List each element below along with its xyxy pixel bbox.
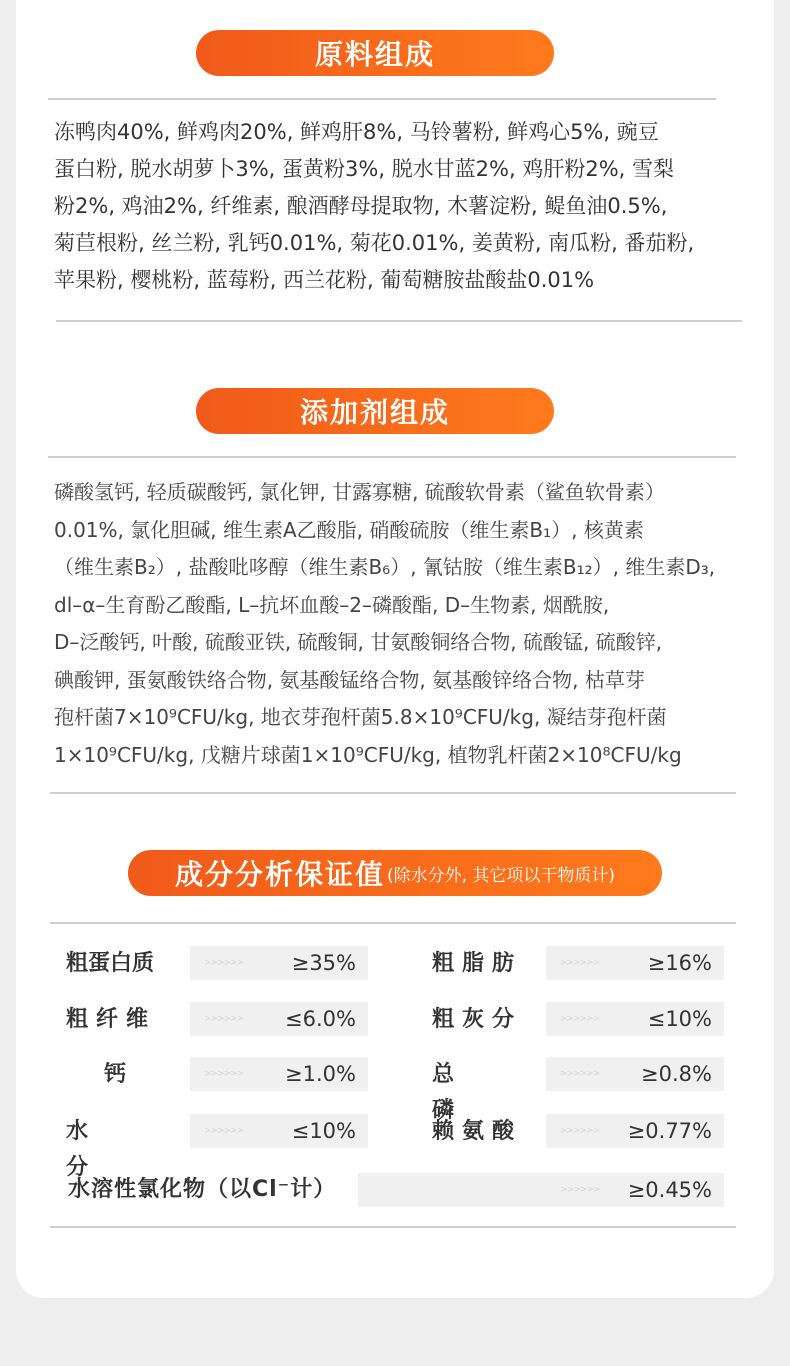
arrows-icon: >>>>>>	[204, 1014, 244, 1024]
text-line: 0.01%, 氯化胆碱, 维生素A乙酸脂, 硝酸硫胺（维生素B₁）, 核黄素	[54, 517, 644, 542]
raw-materials-title: 原料组成	[196, 30, 554, 76]
arrows-icon: >>>>>>	[560, 1069, 600, 1079]
value-total-phosphorus: ≥0.8%	[641, 1062, 712, 1086]
value-box	[190, 1114, 368, 1148]
additives-title: 添加剂组成	[196, 388, 554, 434]
additives-text	[54, 474, 715, 774]
value-moisture: ≤10%	[291, 1119, 356, 1143]
text-line: （维生素B₂）, 盐酸吡哆醇（维生素B₆）, 氰钴胺（维生素B₁₂）, 维生素D₃,	[54, 555, 716, 579]
divider	[56, 320, 742, 322]
value-water-soluble-chloride: ≥0.45%	[627, 1178, 712, 1202]
divider	[50, 922, 736, 924]
analysis-title	[128, 850, 662, 896]
value-lysine: ≥0.77%	[627, 1119, 712, 1143]
text-line: 1×10⁹CFU/kg, 戊糖片球菌1×10⁹CFU/kg, 植物乳杆菌2×10⁸CFU/kg	[54, 742, 682, 767]
arrows-icon: >>>>>>	[560, 1126, 600, 1136]
label-total-phosphorus: 总磷	[432, 1062, 507, 1123]
value-box	[190, 1002, 368, 1036]
text-line: 粉2%, 鸡油2%, 纤维素, 酿酒酵母提取物, 木薯淀粉, 鳀鱼油0.5%,	[54, 194, 668, 218]
value-crude-protein: ≥35%	[291, 951, 356, 975]
arrows-icon: >>>>>>	[560, 1014, 600, 1024]
value-box	[546, 946, 724, 980]
text-line: 苹果粉, 樱桃粉, 蓝莓粉, 西兰花粉, 葡萄糖胺盐酸盐0.01%	[54, 268, 595, 292]
divider	[50, 1226, 736, 1228]
arrows-icon: >>>>>>	[204, 1069, 244, 1079]
analysis-title-text: 成分分析保证值	[174, 858, 385, 891]
label-moisture: 水分	[66, 1119, 141, 1180]
value-box	[190, 946, 368, 980]
label-crude-fat: 粗脂肪	[432, 951, 523, 976]
divider	[48, 98, 716, 100]
value-crude-ash: ≤10%	[647, 1007, 712, 1031]
value-box	[546, 1057, 724, 1091]
text-line: 蛋白粉, 脱水胡萝卜3%, 蛋黄粉3%, 脱水甘蓝2%, 鸡肝粉2%, 雪梨	[54, 157, 675, 181]
arrows-icon: >>>>>>	[560, 958, 600, 968]
label-lysine: 赖氨酸	[432, 1119, 523, 1144]
text-line: 碘酸钾, 蛋氨酸铁络合物, 氨基酸锰络合物, 氨基酸锌络合物, 枯草芽	[54, 667, 645, 692]
arrows-icon: >>>>>>	[560, 1185, 600, 1195]
divider	[48, 456, 736, 458]
analysis-subtitle: (除水分外, 其它项以干物质计)	[386, 865, 616, 886]
value-box	[358, 1173, 724, 1207]
text-line: dl–α–生育酚乙酸酯, L–抗坏血酸–2–磷酸酯, D–生物素, 烟酰胺,	[54, 592, 610, 617]
text-line: 菊苣根粉, 丝兰粉, 乳钙0.01%, 菊花0.01%, 姜黄粉, 南瓜粉, 番茄粉,	[54, 231, 695, 255]
label-calcium: 钙	[104, 1062, 127, 1087]
label-water-soluble-chloride: 水溶性氯化物（以Cl⁻计）	[68, 1177, 337, 1202]
value-crude-fiber: ≤6.0%	[285, 1007, 356, 1031]
value-calcium: ≥1.0%	[285, 1062, 356, 1086]
value-crude-fat: ≥16%	[647, 951, 712, 975]
text-line: 孢杆菌7×10⁹CFU/kg, 地衣芽孢杆菌5.8×10⁹CFU/kg, 凝结芽孢杆菌	[54, 705, 667, 729]
label-crude-ash: 粗灰分	[432, 1007, 523, 1032]
raw-materials-text	[54, 114, 694, 299]
text-line: D–泛酸钙, 叶酸, 硫酸亚铁, 硫酸铜, 甘氨酸铜络合物, 硫酸锰, 硫酸锌,	[54, 630, 663, 654]
label-crude-fiber: 粗纤维	[66, 1007, 157, 1032]
text-line: 磷酸氢钙, 轻质碳酸钙, 氯化钾, 甘露寡糖, 硫酸软骨素（鲨鱼软骨素）	[54, 480, 665, 504]
value-box	[190, 1057, 368, 1091]
arrows-icon: >>>>>>	[204, 1126, 244, 1136]
arrows-icon: >>>>>>	[204, 958, 244, 968]
label-crude-protein: 粗蛋白质	[66, 951, 155, 976]
text-line: 冻鸭肉40%, 鲜鸡肉20%, 鲜鸡肝8%, 马铃薯粉, 鲜鸡心5%, 豌豆	[54, 120, 659, 144]
value-box	[546, 1114, 724, 1148]
divider	[50, 792, 736, 794]
value-box	[546, 1002, 724, 1036]
